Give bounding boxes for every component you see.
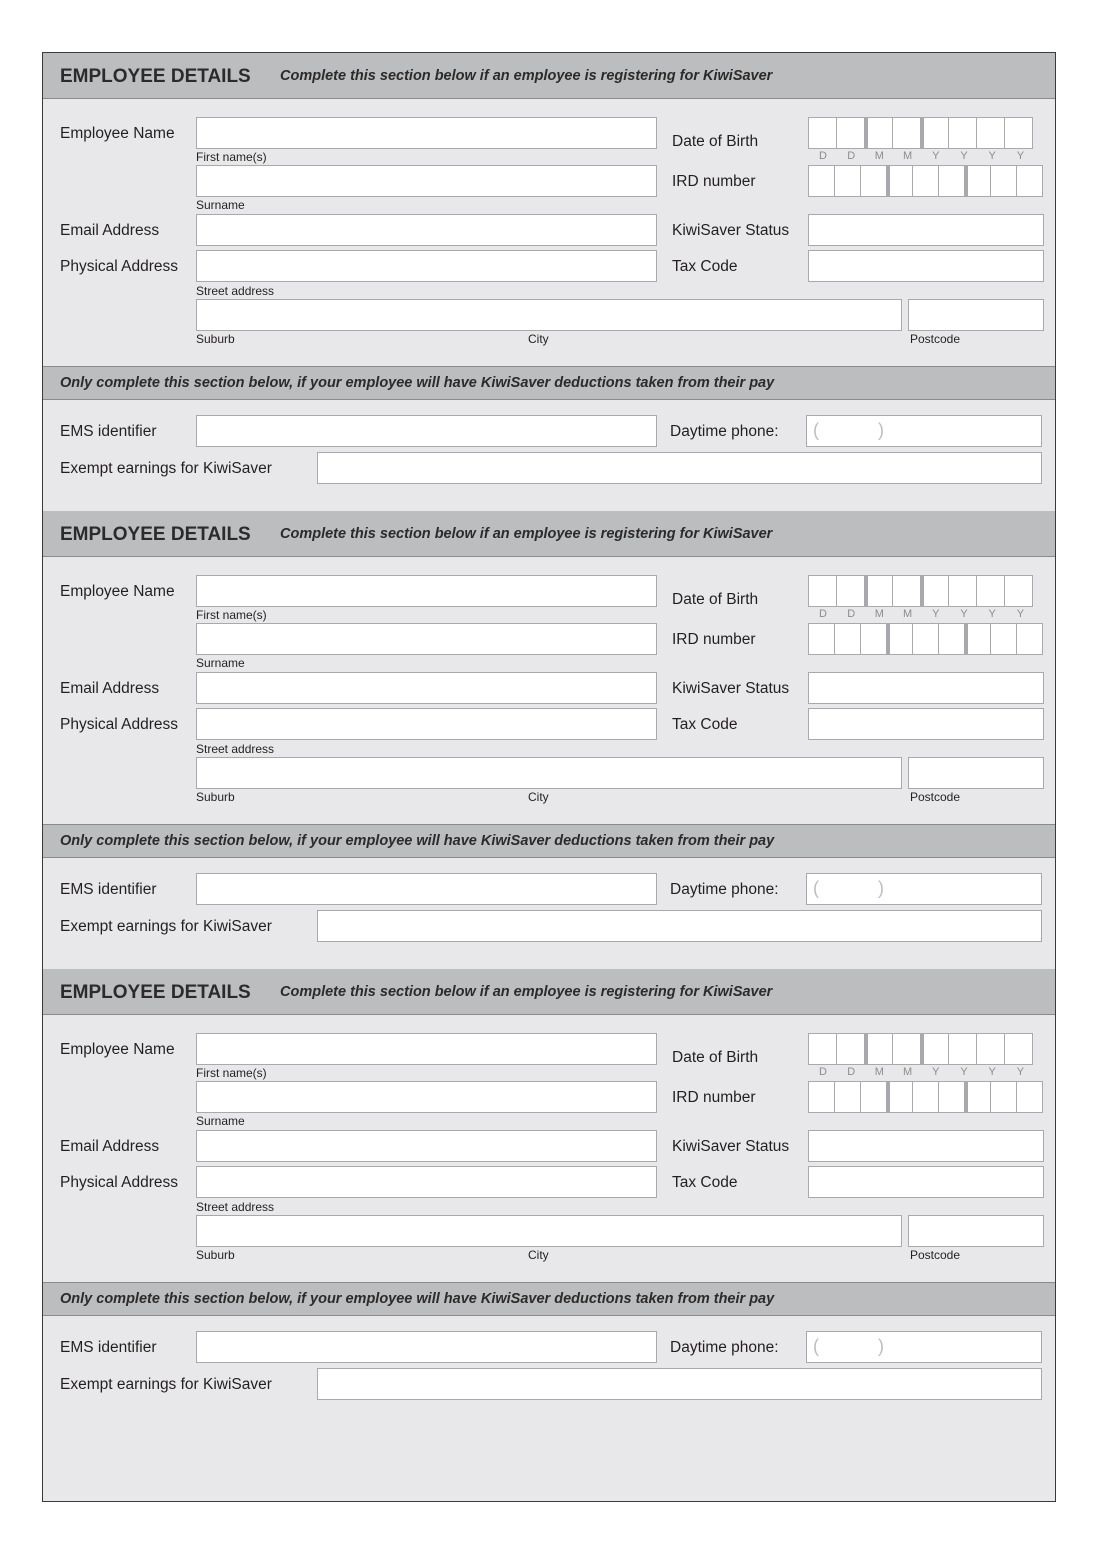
dob-digit-box[interactable] (948, 1033, 977, 1065)
ird-boxes[interactable] (808, 1081, 1043, 1113)
ird-digit-box[interactable] (808, 623, 835, 655)
suburb-city-field[interactable] (196, 1215, 902, 1247)
ird-digit-box[interactable] (886, 1081, 913, 1113)
email-label: Email Address (60, 1138, 160, 1155)
phone-paren-close: ) (878, 1336, 884, 1356)
ird-digit-box[interactable] (1016, 623, 1043, 655)
dob-digit-box[interactable] (836, 575, 865, 607)
street-address-field[interactable] (196, 250, 657, 282)
ird-label: IRD number (672, 631, 756, 648)
dob-boxes[interactable] (808, 1033, 1033, 1065)
tax-code-label: Tax Code (672, 258, 738, 275)
first-name-caption: First name(s) (196, 608, 267, 622)
dob-digit-box[interactable] (892, 575, 921, 607)
street-address-field[interactable] (196, 708, 657, 740)
dob-label: Date of Birth (672, 1049, 759, 1066)
dob-format-letter: D (819, 608, 827, 620)
dob-format-letter: Y (932, 150, 940, 162)
ird-digit-box[interactable] (990, 623, 1017, 655)
city-caption: City (528, 332, 549, 346)
postcode-caption: Postcode (910, 790, 961, 804)
employee-details-form (42, 52, 1056, 1502)
daytime-phone-field[interactable] (806, 873, 1042, 905)
street-address-caption: Street address (196, 1200, 275, 1214)
surname-caption: Surname (196, 1114, 245, 1128)
ird-digit-box[interactable] (834, 165, 861, 197)
first-name-field[interactable] (196, 575, 657, 607)
section-instruction: Complete this section below if an employee is registering for KiwiSaver (280, 984, 773, 1000)
dob-format-letter: Y (932, 608, 940, 620)
dob-format-letter: M (903, 150, 913, 162)
phone-paren-close: ) (878, 878, 884, 898)
section-title: EMPLOYEE DETAILS (60, 66, 251, 87)
dob-label: Date of Birth (672, 133, 759, 150)
dob-format-letter: Y (960, 1066, 968, 1078)
kiwisaver-status-label: KiwiSaver Status (672, 680, 790, 697)
city-caption: City (528, 790, 549, 804)
section-instruction: Complete this section below if an employee is registering for KiwiSaver (280, 526, 773, 542)
dob-format-letter: Y (1016, 608, 1025, 620)
ems-identifier-field[interactable] (196, 873, 657, 905)
dob-digit-box[interactable] (976, 117, 1005, 149)
tax-code-label: Tax Code (672, 716, 738, 733)
ems-identifier-label: EMS identifier (60, 881, 157, 898)
deductions-header (43, 824, 1055, 858)
email-field[interactable] (196, 672, 657, 704)
ird-digit-box[interactable] (834, 623, 861, 655)
dob-format-letter: Y (960, 150, 968, 162)
surname-caption: Surname (196, 656, 245, 670)
dob-format-letter: M (874, 608, 884, 620)
ird-digit-box[interactable] (938, 165, 965, 197)
daytime-phone-label: Daytime phone: (670, 881, 779, 898)
dob-format-letter: D (819, 150, 827, 162)
exempt-earnings-field[interactable] (317, 452, 1042, 484)
section-header (43, 511, 1055, 557)
daytime-phone-label: Daytime phone: (670, 423, 779, 440)
street-address-caption: Street address (196, 284, 275, 298)
postcode-caption: Postcode (910, 332, 961, 346)
dob-digit-box[interactable] (920, 575, 949, 607)
dob-boxes[interactable] (808, 575, 1033, 607)
dob-digit-box[interactable] (808, 117, 837, 149)
dob-digit-box[interactable] (1004, 575, 1033, 607)
dob-boxes[interactable] (808, 117, 1033, 149)
dob-digit-box[interactable] (1004, 1033, 1033, 1065)
dob-format-letter: Y (1016, 150, 1025, 162)
ems-identifier-label: EMS identifier (60, 423, 157, 440)
ird-label: IRD number (672, 173, 756, 190)
dob-digit-box[interactable] (864, 1033, 893, 1065)
suburb-city-field[interactable] (196, 299, 902, 331)
dob-format-letter: Y (988, 1066, 996, 1078)
dob-format-letter: D (819, 1066, 827, 1078)
dob-digit-box[interactable] (892, 117, 921, 149)
tax-code-label: Tax Code (672, 1174, 738, 1191)
dob-digit-box[interactable] (976, 575, 1005, 607)
tax-code-field[interactable] (808, 708, 1044, 740)
surname-field[interactable] (196, 623, 657, 655)
employee-block (43, 969, 1055, 1427)
postcode-field[interactable] (908, 299, 1044, 331)
kiwisaver-status-field[interactable] (808, 672, 1044, 704)
dob-format-letter: M (903, 1066, 913, 1078)
dob-digit-box[interactable] (948, 575, 977, 607)
phone-paren-open: ( (813, 420, 819, 440)
exempt-earnings-field[interactable] (317, 910, 1042, 942)
employee-name-label: Employee Name (60, 583, 175, 600)
employee-block (43, 53, 1055, 511)
dob-format-letter: M (903, 608, 913, 620)
dob-digit-box[interactable] (808, 575, 837, 607)
first-name-field[interactable] (196, 1033, 657, 1065)
suburb-caption: Suburb (196, 1248, 235, 1262)
postcode-field[interactable] (908, 757, 1044, 789)
dob-digit-box[interactable] (836, 1033, 865, 1065)
deductions-note: Only complete this section below, if your employee will have KiwiSaver deductions taken from their pay (60, 833, 775, 849)
tax-code-field[interactable] (808, 1166, 1044, 1198)
email-field[interactable] (196, 1130, 657, 1162)
dob-digit-box[interactable] (864, 117, 893, 149)
daytime-phone-field[interactable] (806, 1331, 1042, 1363)
dob-format-letter: Y (960, 608, 968, 620)
daytime-phone-label: Daytime phone: (670, 1339, 779, 1356)
kiwisaver-status-field[interactable] (808, 214, 1044, 246)
dob-label: Date of Birth (672, 591, 759, 608)
ird-digit-box[interactable] (860, 1081, 887, 1113)
physical-address-label: Physical Address (60, 716, 179, 733)
dob-format-letter: M (874, 150, 884, 162)
ems-identifier-field[interactable] (196, 1331, 657, 1363)
ird-digit-box[interactable] (1016, 165, 1043, 197)
street-address-caption: Street address (196, 742, 275, 756)
dob-format-letter: D (847, 608, 856, 620)
dob-digit-box[interactable] (976, 1033, 1005, 1065)
dob-digit-box[interactable] (836, 117, 865, 149)
dob-digit-box[interactable] (864, 575, 893, 607)
dob-format-letter: Y (988, 608, 996, 620)
employee-block (43, 511, 1055, 969)
surname-field[interactable] (196, 165, 657, 197)
ird-digit-box[interactable] (886, 165, 913, 197)
ird-digit-box[interactable] (964, 1081, 991, 1113)
suburb-caption: Suburb (196, 790, 235, 804)
postcode-caption: Postcode (910, 1248, 961, 1262)
dob-format-letter: Y (1016, 1066, 1025, 1078)
tax-code-field[interactable] (808, 250, 1044, 282)
first-name-caption: First name(s) (196, 150, 267, 164)
email-label: Email Address (60, 680, 160, 697)
deductions-header (43, 1282, 1055, 1316)
deductions-header (43, 366, 1055, 400)
dob-digit-box[interactable] (892, 1033, 921, 1065)
dob-digit-box[interactable] (920, 117, 949, 149)
kiwisaver-status-field[interactable] (808, 1130, 1044, 1162)
phone-paren-open: ( (813, 1336, 819, 1356)
dob-format-letter: D (847, 1066, 856, 1078)
employee-name-label: Employee Name (60, 1041, 175, 1058)
ird-digit-box[interactable] (964, 165, 991, 197)
surname-caption: Surname (196, 198, 245, 212)
kiwisaver-status-label: KiwiSaver Status (672, 222, 790, 239)
surname-field[interactable] (196, 1081, 657, 1113)
ird-boxes[interactable] (808, 623, 1043, 655)
ird-digit-box[interactable] (990, 1081, 1017, 1113)
ird-digit-box[interactable] (808, 1081, 835, 1113)
ird-boxes[interactable] (808, 165, 1043, 197)
suburb-city-field[interactable] (196, 757, 902, 789)
ems-identifier-label: EMS identifier (60, 1339, 157, 1356)
ird-digit-box[interactable] (938, 1081, 965, 1113)
ird-digit-box[interactable] (964, 623, 991, 655)
ird-digit-box[interactable] (834, 1081, 861, 1113)
ird-digit-box[interactable] (912, 1081, 939, 1113)
section-title: EMPLOYEE DETAILS (60, 982, 251, 1003)
dob-format-letter: Y (988, 150, 996, 162)
dob-format-letter: D (847, 150, 856, 162)
ird-digit-box[interactable] (860, 623, 887, 655)
deductions-note: Only complete this section below, if your employee will have KiwiSaver deductions taken from their pay (60, 1291, 775, 1307)
ems-identifier-field[interactable] (196, 415, 657, 447)
suburb-caption: Suburb (196, 332, 235, 346)
exempt-earnings-label: Exempt earnings for KiwiSaver (60, 1376, 272, 1393)
ird-label: IRD number (672, 1089, 756, 1106)
ird-digit-box[interactable] (860, 165, 887, 197)
ird-digit-box[interactable] (1016, 1081, 1043, 1113)
city-caption: City (528, 1248, 549, 1262)
dob-digit-box[interactable] (1004, 117, 1033, 149)
ird-digit-box[interactable] (990, 165, 1017, 197)
street-address-field[interactable] (196, 1166, 657, 1198)
ird-digit-box[interactable] (912, 623, 939, 655)
ird-digit-box[interactable] (938, 623, 965, 655)
dob-format-letter: Y (932, 1066, 940, 1078)
dob-format-letter: M (874, 1066, 884, 1078)
first-name-field[interactable] (196, 117, 657, 149)
kiwisaver-status-label: KiwiSaver Status (672, 1138, 790, 1155)
exempt-earnings-label: Exempt earnings for KiwiSaver (60, 918, 272, 935)
ird-digit-box[interactable] (808, 165, 835, 197)
section-header (43, 53, 1055, 99)
exempt-earnings-label: Exempt earnings for KiwiSaver (60, 460, 272, 477)
section-title: EMPLOYEE DETAILS (60, 524, 251, 545)
dob-digit-box[interactable] (808, 1033, 837, 1065)
dob-digit-box[interactable] (948, 117, 977, 149)
exempt-earnings-field[interactable] (317, 1368, 1042, 1400)
daytime-phone-field[interactable] (806, 415, 1042, 447)
ird-digit-box[interactable] (912, 165, 939, 197)
dob-digit-box[interactable] (920, 1033, 949, 1065)
email-field[interactable] (196, 214, 657, 246)
physical-address-label: Physical Address (60, 1174, 179, 1191)
first-name-caption: First name(s) (196, 1066, 267, 1080)
phone-paren-close: ) (878, 420, 884, 440)
phone-paren-open: ( (813, 878, 819, 898)
physical-address-label: Physical Address (60, 258, 179, 275)
section-instruction: Complete this section below if an employee is registering for KiwiSaver (280, 68, 773, 84)
email-label: Email Address (60, 222, 160, 239)
deductions-note: Only complete this section below, if your employee will have KiwiSaver deductions taken from their pay (60, 375, 775, 391)
ird-digit-box[interactable] (886, 623, 913, 655)
section-header (43, 969, 1055, 1015)
employee-name-label: Employee Name (60, 125, 175, 142)
postcode-field[interactable] (908, 1215, 1044, 1247)
